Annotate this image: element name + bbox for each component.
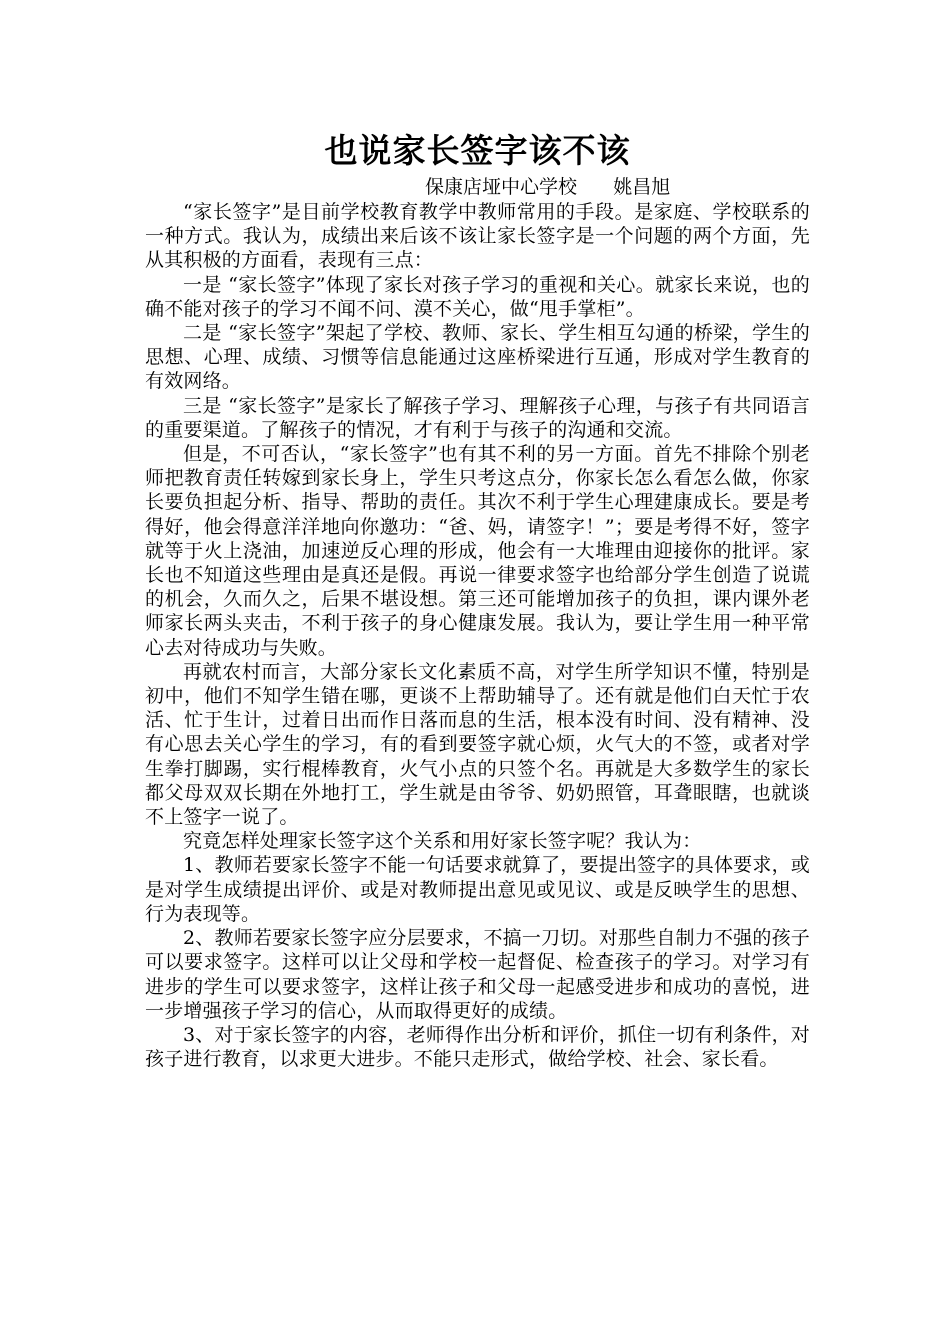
paragraph-suggestion-two: 2、教师若要家长签字应分层要求，不搞一刀切。对那些自制力不强的孩子可以要求签字。这样可以让父母和学校一起督促、检查孩子的学习。对学习有进步的学生可以要求签字，这样让孩子和父母一起感受进步和成功的喜悦，进一步增强孩子学习的信心，从而取得更好的成绩。 [145, 927, 810, 1022]
paragraph-question: 究竟怎样处理家长签字这个关系和用好家长签字呢？我认为： [183, 830, 702, 853]
document-page [145, 128, 810, 1071]
paragraph-point-two: 二是 “家长签字”架起了学校、教师、家长、学生相互勾通的桥梁，学生的思想、心理、成绩、习惯等信息能通过这座桥梁进行互通，形成对学生教育的有效网络。 [145, 322, 810, 393]
paragraph-point-three: 三是 “家长签字”是家长了解孩子学习、理解孩子心理，与孩子有共同语言的重要渠道。了解孩子的情况，才有利于与孩子的沟通和交流。 [145, 394, 810, 441]
document-body [145, 200, 810, 1071]
document-title: 也说家长签字该不该 [324, 131, 631, 170]
paragraph-drawbacks: 但是，不可否认，“家长签字”也有其不利的另一方面。首先不排除个别老师把教育责任转嫁到家长身上，学生只考这点分，你家长怎么看怎么做，你家长要负担起分析、指导、帮助的责任。其次不利于学生心理建康成长。要是考得好，他会得意洋洋地向你邀功：“爸、妈，请签字！”；要是考得不好，签字就等于火上浇油，加速逆反心理的形成，他会有一大堆理由迎接你的批评。家长也不知道这些理由是真还是假。再说一律要求签字也给部分学生创造了说谎的机会，久而久之，后果不堪设想。第三还可能增加孩子的负担，课内课外老师家长两头夹击，不利于孩子的身心健康发展。我认为，要让学生用一种平常心去对待成功与失败。 [145, 443, 810, 659]
paragraph-rural: 再就农村而言，大部分家长文化素质不高，对学生所学知识不懂，特别是初中，他们不知学生错在哪，更谈不上帮助辅导了。还有就是他们白天忙于农活、忙于生计，过着日出而作日落而息的生活，根本没有时间、没有精神、没有心思去关心学生的学习，有的看到要签字就心烦，火气大的不签，或者对学生拳打脚踢，实行棍棒教育，火气小点的只签个名。再就是大多数学生的家长都父母双双长期在外地打工，学生就是由爷爷、奶奶照管，耳聋眼瞎，也就谈不上签字一说了。 [145, 660, 810, 829]
author-byline: 保康店垭中心学校 姚昌旭 [425, 176, 671, 198]
paragraph-suggestion-three: 3、对于家长签字的内容，老师得作出分析和评价，抓住一切有利条件，对孩子进行教育，以求更大进步。不能只走形式，做给学校、社会、家长看。 [145, 1023, 810, 1071]
paragraph-point-one: 一是 “家长签字”体现了家长对孩子学习的重视和关心。就家长来说，也的确不能对孩子的学习不闻不问、漠不关心，做“甩手掌柜”。 [145, 273, 810, 320]
paragraph-intro: “家长签字”是目前学校教育教学中教师常用的手段。是家庭、学校联系的一种方式。我认为，成绩出来后该不该让家长签字是一个问题的两个方面，先从其积极的方面看，表现有三点： [145, 201, 810, 272]
paragraph-suggestion-one: 1、教师若要家长签字不能一句话要求就算了，要提出签字的具体要求，或是对学生成绩提出评价、或是对教师提出意见或见议、或是反映学生的思想、行为表现等。 [145, 854, 810, 925]
